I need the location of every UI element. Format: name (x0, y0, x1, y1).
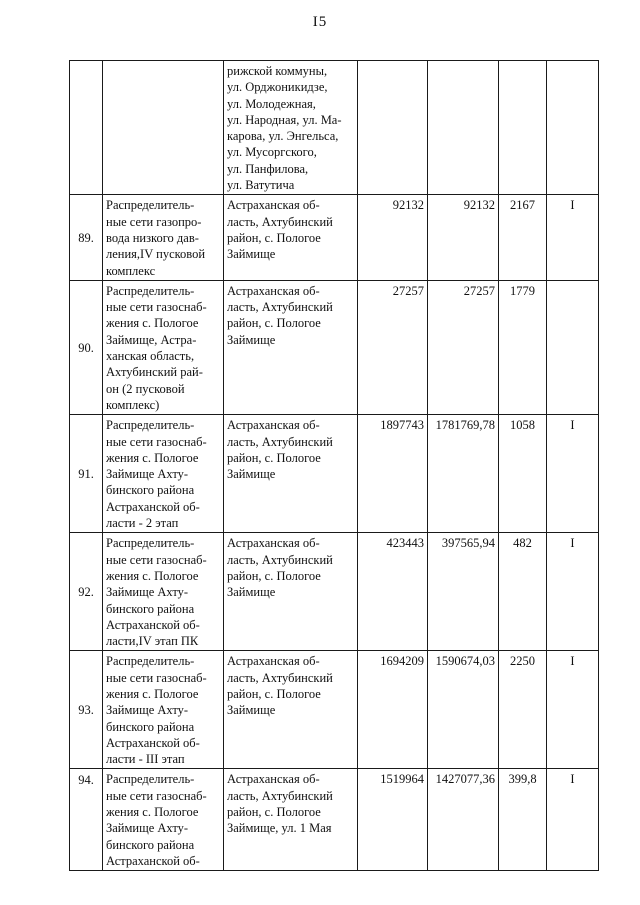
length-cell (499, 61, 547, 195)
category-cell: I (547, 195, 599, 280)
cell-text-line: Астраханская об- (227, 772, 320, 787)
address-cell (224, 61, 358, 195)
object-name-cell (103, 651, 224, 769)
cell-text-line: Астраханская об- (227, 536, 320, 551)
page-number: I5 (312, 14, 328, 30)
cell-text-line: Астраханская об- (227, 283, 320, 298)
cell-text-line: жения с. Пологое (106, 686, 199, 701)
cell-text-line: Займище (227, 467, 276, 482)
cell-text-line: Астраханской об- (106, 853, 200, 868)
cell-text-line: район, с. Пологое (227, 686, 321, 701)
cell-text-line: Распределитель- (106, 772, 195, 787)
cell-text-line: Распределитель- (106, 654, 195, 669)
cell-text-line: бинского района (106, 483, 195, 498)
cell-text-line: ласти - III этап (106, 752, 185, 767)
cell-text-line: ханская область, (106, 349, 195, 364)
table-row (70, 651, 599, 769)
initial-value-cell: 1694209 (358, 651, 428, 769)
object-name-cell (103, 195, 224, 280)
address-cell (224, 195, 358, 280)
cell-text-line: Ахтубинский рай- (106, 365, 203, 380)
cell-text-line: ул. Панфилова, (227, 161, 309, 176)
cell-text-line: бинского района (106, 837, 195, 852)
cell-text-line: комплекс) (106, 397, 160, 412)
cell-text-line: ные сети газоснаб- (106, 434, 207, 449)
table-row (70, 415, 599, 533)
cell-text-line: ул. Ватутича (227, 178, 295, 193)
cell-text-line: район, с. Пологое (227, 805, 321, 820)
length-cell: 1779 (499, 280, 547, 414)
cell-text-line: вода низкого дав- (106, 230, 199, 245)
residual-value-cell: 1427077,36 (428, 769, 499, 871)
residual-value-cell: 397565,94 (428, 533, 499, 651)
cell-text-line: ные сети газоснаб- (106, 552, 207, 567)
cell-text-line: Распределитель- (106, 536, 195, 551)
row-number-cell (70, 61, 103, 195)
table-row (70, 61, 599, 195)
length-cell: 2167 (499, 195, 547, 280)
cell-text-line: Займище (227, 585, 276, 600)
object-name-cell (103, 533, 224, 651)
cell-text-line: ные сети газопро- (106, 214, 202, 229)
cell-text-line: Астраханской об- (106, 499, 200, 514)
cell-text-line: ласть, Ахтубинский (227, 434, 333, 449)
cell-text-line: ласть, Ахтубинский (227, 552, 333, 567)
row-number-cell: 89. (70, 195, 103, 280)
cell-text-line: Распределитель- (106, 283, 195, 298)
cell-text-line: Распределитель- (106, 198, 195, 213)
row-number-cell: 94. (70, 769, 103, 871)
residual-value-cell (428, 61, 499, 195)
cell-text-line: он (2 пусковой (106, 381, 185, 396)
cell-text-line: Займище Ахту- (106, 821, 189, 836)
length-cell: 1058 (499, 415, 547, 533)
cell-text-line: Займище (227, 247, 276, 262)
object-name-cell (103, 280, 224, 414)
initial-value-cell: 423443 (358, 533, 428, 651)
cell-text-line: Астраханской об- (106, 735, 200, 750)
cell-text-line: жения с. Пологое (106, 568, 199, 583)
cell-text-line: район, с. Пологое (227, 450, 321, 465)
length-cell: 2250 (499, 651, 547, 769)
residual-value-cell: 27257 (428, 280, 499, 414)
table-row (70, 769, 599, 871)
object-name-cell (103, 415, 224, 533)
table-row (70, 280, 599, 414)
row-number-cell: 91. (70, 415, 103, 533)
cell-text-line: жения с. Пологое (106, 450, 199, 465)
cell-text-line: бинского района (106, 719, 195, 734)
cell-text-line: Займище Ахту- (106, 703, 189, 718)
cell-text-line: район, с. Пологое (227, 316, 321, 331)
cell-text-line: район, с. Пологое (227, 568, 321, 583)
category-cell: I (547, 533, 599, 651)
initial-value-cell: 92132 (358, 195, 428, 280)
cell-text-line: ления,IV пусковой (106, 247, 206, 262)
cell-text-line: ул. Мусоргского, (227, 145, 317, 160)
cell-text-line: комплекс (106, 263, 156, 278)
cell-text-line: рижской коммуны, (227, 64, 328, 78)
cell-text-line: Займище, Астра- (106, 332, 197, 347)
category-cell (547, 280, 599, 414)
category-cell: I (547, 415, 599, 533)
category-cell (547, 61, 599, 195)
cell-text-line: ласть, Ахтубинский (227, 300, 333, 315)
cell-text-line: Займище (227, 703, 276, 718)
cell-text-line: ные сети газоснаб- (106, 300, 207, 315)
address-cell (224, 533, 358, 651)
residual-value-cell: 1590674,03 (428, 651, 499, 769)
cell-text-line: ул. Молодежная, (227, 96, 316, 111)
initial-value-cell: 1519964 (358, 769, 428, 871)
residual-value-cell: 1781769,78 (428, 415, 499, 533)
address-cell (224, 415, 358, 533)
cell-text-line: ул. Народная, ул. Ма- (227, 112, 342, 127)
cell-text-line: ласть, Ахтубинский (227, 788, 333, 803)
cell-text-line: Займище Ахту- (106, 585, 189, 600)
length-cell: 399,8 (499, 769, 547, 871)
address-cell (224, 280, 358, 414)
object-name-cell (103, 769, 224, 871)
cell-text-line: ные сети газоснаб- (106, 670, 207, 685)
category-cell: I (547, 769, 599, 871)
cell-text-line: Астраханская об- (227, 418, 320, 433)
cell-text-line: ласть, Ахтубинский (227, 214, 333, 229)
cell-text-line: район, с. Пологое (227, 230, 321, 245)
row-number-cell: 90. (70, 280, 103, 414)
cell-text-line: Распределитель- (106, 418, 195, 433)
cell-text-line: ласть, Ахтубинский (227, 670, 333, 685)
table-row (70, 195, 599, 280)
residual-value-cell: 92132 (428, 195, 499, 280)
table-row (70, 533, 599, 651)
cell-text-line: Астраханская об- (227, 198, 320, 213)
gas-network-registry-table (69, 60, 599, 871)
cell-text-line: бинского района (106, 601, 195, 616)
cell-text-line: жения с. Пологое (106, 805, 199, 820)
cell-text-line: Астраханской об- (106, 617, 200, 632)
cell-text-line: жения с. Пологое (106, 316, 199, 331)
cell-text-line: ные сети газоснаб- (106, 788, 207, 803)
initial-value-cell (358, 61, 428, 195)
address-cell (224, 769, 358, 871)
category-cell: I (547, 651, 599, 769)
initial-value-cell: 27257 (358, 280, 428, 414)
cell-text-line: ласти,IV этап ПК (106, 634, 199, 649)
address-cell (224, 651, 358, 769)
cell-text-line: ласти - 2 этап (106, 516, 179, 531)
length-cell: 482 (499, 533, 547, 651)
cell-text-line: Астраханская об- (227, 654, 320, 669)
cell-text-line: Займище Ахту- (106, 467, 189, 482)
object-name-cell (103, 61, 224, 195)
initial-value-cell: 1897743 (358, 415, 428, 533)
cell-text-line: Займище, ул. 1 Мая (227, 821, 332, 836)
row-number-cell: 93. (70, 651, 103, 769)
cell-text-line: ул. Орджоникидзе, (227, 80, 328, 95)
cell-text-line: Займище (227, 332, 276, 347)
cell-text-line: карова, ул. Энгельса, (227, 129, 339, 144)
row-number-cell: 92. (70, 533, 103, 651)
